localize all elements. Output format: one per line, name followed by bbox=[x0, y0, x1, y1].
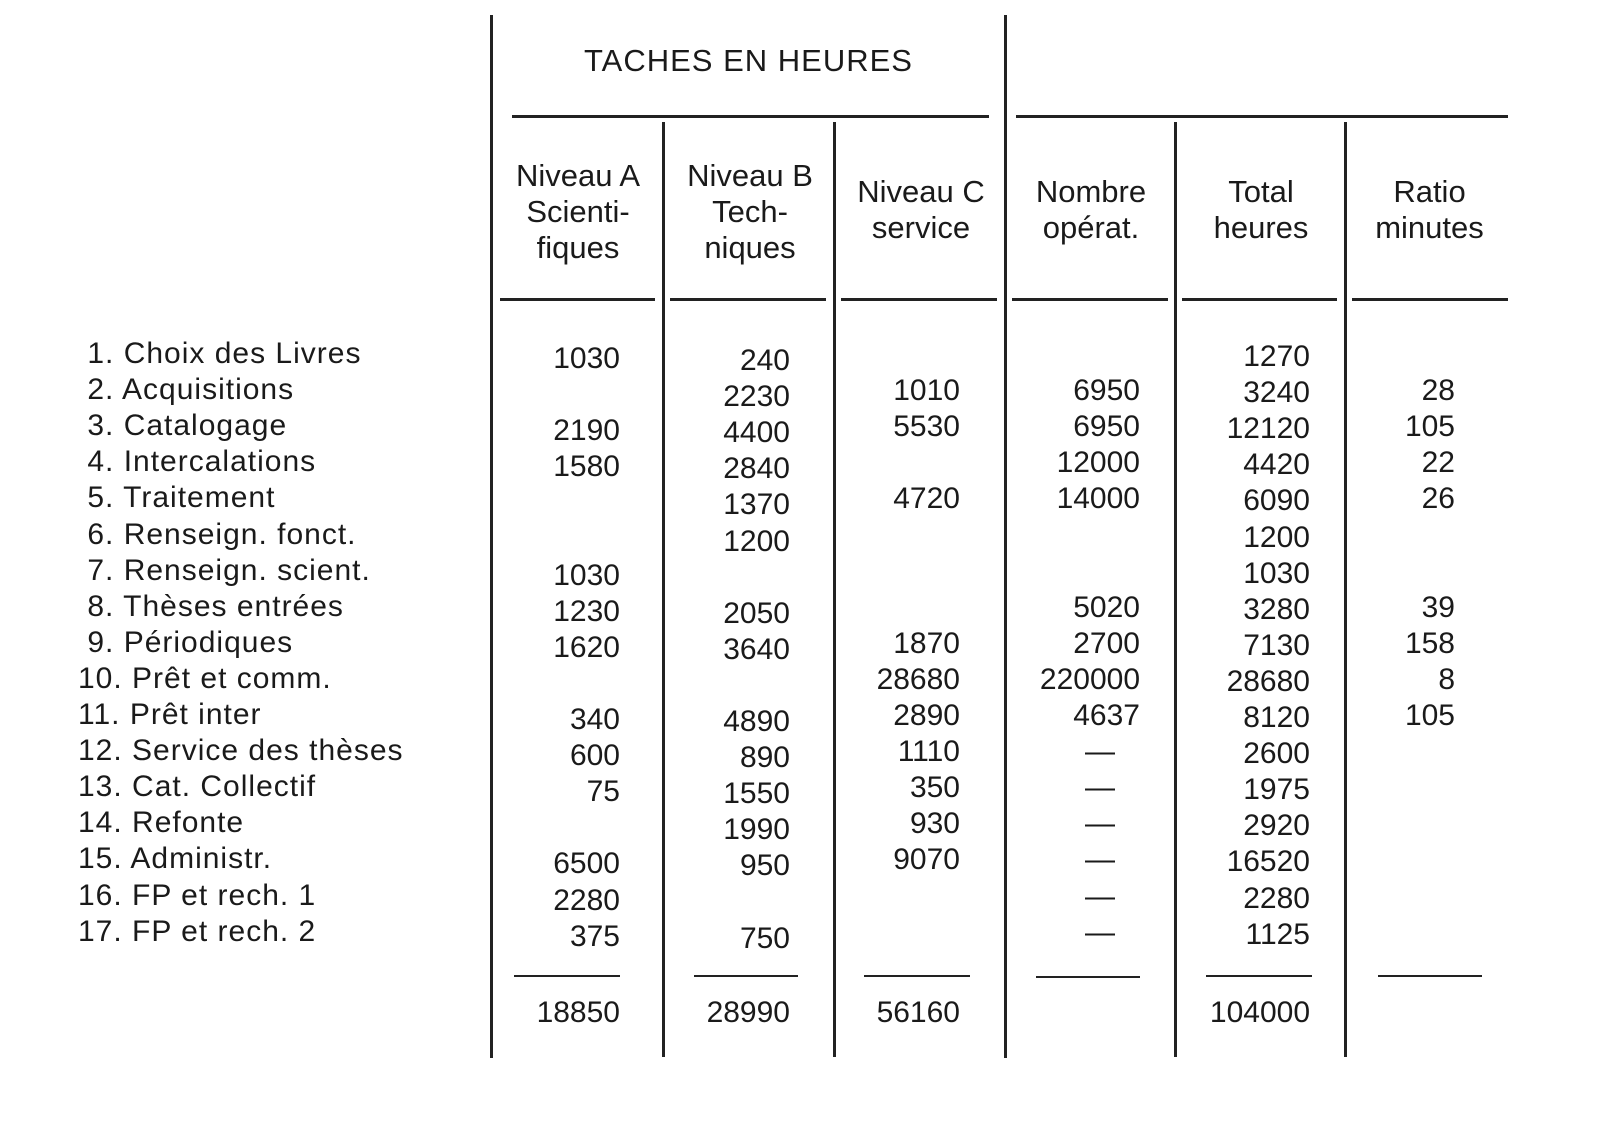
row-label: 1. Choix des Livres bbox=[78, 337, 362, 370]
cell-b: 2840 bbox=[723, 452, 790, 486]
cell-ops: 14000 bbox=[1056, 482, 1140, 516]
dash-cell: — bbox=[1085, 843, 1115, 877]
column-header-nombre-operations: Nombre opérat. bbox=[1035, 174, 1147, 245]
cell-b: 3640 bbox=[723, 632, 790, 666]
cell-a: 375 bbox=[569, 919, 620, 953]
column-header-ratio-minutes: Ratio minutes bbox=[1375, 174, 1484, 245]
rule-under-header-ratio bbox=[1352, 298, 1508, 301]
cell-a: 1620 bbox=[553, 630, 620, 664]
cell-c: 1010 bbox=[893, 374, 960, 408]
cell-total: 1030 bbox=[1243, 556, 1310, 590]
column-header-niveau-b: Niveau B Tech- niques bbox=[687, 158, 813, 265]
cell-c: 1110 bbox=[897, 735, 960, 769]
rule-ops-total bbox=[1174, 122, 1177, 1057]
rule-under-group-left bbox=[512, 115, 989, 118]
cell-b: 4400 bbox=[723, 416, 790, 450]
column-header-niveau-a: Niveau A Scienti- fiques bbox=[515, 158, 641, 265]
row-label: 8. Thèses entrées bbox=[78, 589, 344, 623]
total-heures: 104000 bbox=[1209, 996, 1310, 1029]
row-label: 6. Renseign. fonct. bbox=[78, 517, 357, 551]
cell-ops: 220000 bbox=[1039, 662, 1140, 696]
total-niveau-c: 56160 bbox=[876, 996, 960, 1029]
cell-b: 2050 bbox=[723, 596, 790, 630]
total-niveau-a: 18850 bbox=[536, 996, 620, 1029]
cell-a: 2190 bbox=[553, 414, 620, 448]
group-title: TACHES EN HEURES bbox=[584, 43, 913, 78]
row-label: 12. Service des thèses bbox=[78, 734, 404, 768]
column-header-niveau-c: Niveau C service bbox=[857, 174, 985, 245]
rule-total-ratio bbox=[1344, 122, 1347, 1057]
cell-total: 6090 bbox=[1243, 484, 1310, 518]
cell-b: 1550 bbox=[723, 777, 790, 811]
cell-ratio: 8 bbox=[1438, 662, 1455, 696]
cell-a: 75 bbox=[586, 775, 620, 809]
dash-cell: — bbox=[1085, 915, 1115, 949]
cell-ratio: 39 bbox=[1421, 590, 1455, 624]
cell-total: 2920 bbox=[1243, 809, 1310, 843]
cell-total: 3280 bbox=[1243, 592, 1310, 626]
rule-group-divider bbox=[1004, 15, 1007, 1058]
row-label: 7. Renseign. scient. bbox=[78, 553, 371, 587]
dash-cell: — bbox=[1085, 879, 1115, 913]
cell-total: 3240 bbox=[1243, 376, 1310, 410]
sum-rule-b bbox=[694, 975, 798, 977]
cell-b: 4890 bbox=[723, 705, 790, 738]
cell-total: 1975 bbox=[1243, 773, 1310, 807]
cell-a: 1030 bbox=[553, 558, 620, 592]
cell-a: 2280 bbox=[553, 883, 620, 917]
dash-cell: — bbox=[1085, 771, 1115, 805]
total-niveau-b: 28990 bbox=[706, 996, 790, 1029]
cell-total: 16520 bbox=[1226, 845, 1310, 879]
row-label: 2. Acquisitions bbox=[78, 373, 295, 407]
cell-ratio: 158 bbox=[1404, 626, 1455, 660]
cell-c: 350 bbox=[909, 771, 960, 805]
cell-total: 4420 bbox=[1243, 448, 1310, 482]
cell-b: 750 bbox=[739, 921, 790, 955]
cell-c: 930 bbox=[909, 807, 960, 841]
cell-ratio: 105 bbox=[1404, 699, 1455, 732]
cell-ops: 12000 bbox=[1056, 446, 1140, 480]
cell-c: 9070 bbox=[893, 843, 960, 877]
cell-total: 2280 bbox=[1243, 881, 1310, 915]
cell-c: 4720 bbox=[893, 482, 960, 516]
cell-a: 1580 bbox=[553, 450, 620, 484]
column-header-total-heures: Total heures bbox=[1213, 174, 1309, 245]
cell-c: 28680 bbox=[876, 662, 960, 696]
rule-under-header-c bbox=[841, 298, 997, 301]
cell-ratio: 26 bbox=[1421, 482, 1455, 516]
cell-b: 1200 bbox=[723, 524, 790, 558]
cell-a: 340 bbox=[569, 703, 620, 736]
cell-a: 600 bbox=[569, 739, 620, 773]
row-label: 17. FP et rech. 2 bbox=[78, 914, 317, 948]
row-label: 4. Intercalations bbox=[78, 445, 317, 479]
cell-b: 1370 bbox=[723, 488, 790, 522]
cell-c: 5530 bbox=[893, 410, 960, 444]
rule-under-header-total bbox=[1182, 298, 1337, 301]
sum-rule-total bbox=[1206, 975, 1312, 977]
cell-ops: 2700 bbox=[1073, 626, 1140, 660]
cell-total: 8120 bbox=[1243, 701, 1310, 734]
cell-ratio: 28 bbox=[1421, 374, 1455, 408]
cell-ratio: 105 bbox=[1404, 410, 1455, 444]
cell-total: 1200 bbox=[1243, 520, 1310, 554]
row-label: 15. Administr. bbox=[78, 842, 273, 876]
sum-rule-ops bbox=[1036, 976, 1140, 978]
rule-under-group-right bbox=[1016, 115, 1508, 118]
cell-ops: 6950 bbox=[1073, 410, 1140, 444]
cell-b: 890 bbox=[739, 741, 790, 775]
dash-cell: — bbox=[1085, 807, 1115, 841]
cell-total: 7130 bbox=[1243, 628, 1310, 662]
cell-a: 1230 bbox=[553, 594, 620, 628]
cell-a: 6500 bbox=[553, 847, 620, 881]
row-label: 3. Catalogage bbox=[78, 409, 288, 443]
row-label: 14. Refonte bbox=[78, 806, 245, 840]
rule-under-header-ops bbox=[1012, 298, 1168, 301]
rule-under-header-a bbox=[500, 298, 655, 301]
cell-total: 12120 bbox=[1226, 412, 1310, 446]
cell-ops: 4637 bbox=[1073, 699, 1140, 732]
sum-rule-a bbox=[514, 975, 620, 977]
row-label: 9. Périodiques bbox=[78, 625, 294, 659]
cell-b: 2230 bbox=[723, 380, 790, 414]
dash-cell: — bbox=[1085, 735, 1115, 769]
cell-c: 2890 bbox=[893, 699, 960, 732]
sum-rule-ratio bbox=[1378, 975, 1482, 977]
cell-a: 1030 bbox=[553, 342, 620, 375]
cell-b: 240 bbox=[739, 344, 790, 377]
cell-b: 950 bbox=[739, 849, 790, 883]
cell-c: 1870 bbox=[893, 626, 960, 660]
cell-ops: 5020 bbox=[1073, 590, 1140, 624]
sum-rule-c bbox=[864, 975, 970, 977]
row-label: 10. Prêt et comm. bbox=[78, 661, 332, 695]
row-label: 5. Traitement bbox=[78, 481, 276, 515]
cell-ops: 6950 bbox=[1073, 374, 1140, 408]
rule-under-header-b bbox=[670, 298, 826, 301]
row-label: 13. Cat. Collectif bbox=[78, 770, 317, 804]
cell-total: 1270 bbox=[1243, 340, 1310, 373]
row-label: 16. FP et rech. 1 bbox=[78, 878, 317, 912]
cell-b: 1990 bbox=[723, 813, 790, 847]
cell-total: 28680 bbox=[1226, 664, 1310, 698]
cell-ratio: 22 bbox=[1421, 446, 1455, 480]
cell-total: 2600 bbox=[1243, 737, 1310, 771]
cell-total: 1125 bbox=[1245, 917, 1310, 951]
row-label: 11. Prêt inter bbox=[78, 698, 262, 731]
